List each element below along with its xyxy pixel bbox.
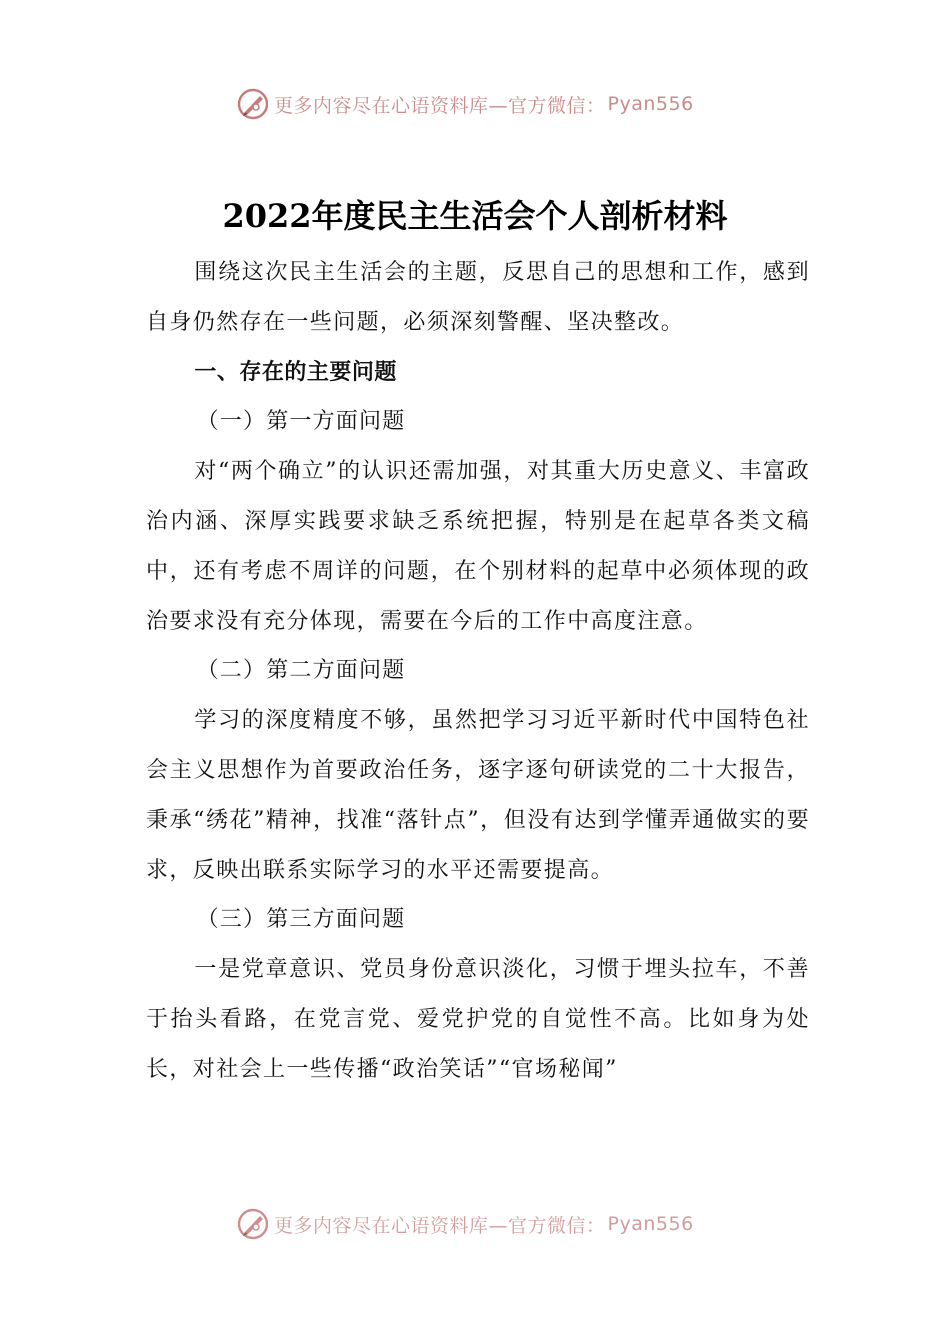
watermark-header [236, 86, 694, 122]
subsection-heading-1: （一）第一方面问题 [196, 409, 406, 435]
document-title: 2022年度民主生活会个人剖析材料 [222, 197, 728, 235]
document-body [146, 248, 810, 1095]
watermark-footer [236, 1206, 694, 1242]
subsection-paragraph-1: 对“两个确立”的认识还需加强，对其重大历史意义、丰富政治内涵、深厚实践要求缺乏系统把握，特别是在起草各类文稿中，还有考虑不周详的问题，在个别材料的起草中必须体现的政治要求没有充分体现，需要在今后的工作中高度注意。 [146, 459, 810, 634]
subsection-paragraph-3: 一是党章意识、党员身份意识淡化，习惯于埋头拉车，不善于抬头看路，在党言党、爱党护党的自觉性不高。比如身为处长，对社会上一些传播“政治笑话”“官场秘闻” [146, 957, 810, 1082]
subsection-paragraph-2: 学习的深度精度不够，虽然把学习习近平新时代中国特色社会主义思想作为首要政治任务，逐字逐句研读党的二十大报告，秉承“绣花”精神，找准“落针点”，但没有达到学懂弄通做实的要求，反映出联系实际学习的水平还需要提高。 [146, 708, 810, 883]
watermark-text: 更多内容尽在心语资料库—官方微信： [274, 94, 606, 117]
subsection-heading-3: （三）第三方面问题 [196, 907, 406, 933]
watermark-wechat-id: Pyan556 [607, 93, 694, 115]
watermark-wechat-id: Pyan556 [607, 1213, 694, 1235]
watermark-text: 更多内容尽在心语资料库—官方微信： [274, 1214, 606, 1237]
pen-logo-icon [236, 1207, 270, 1241]
subsection-heading-2: （二）第二方面问题 [196, 658, 406, 684]
intro-paragraph: 围绕这次民主生活会的主题，反思自己的思想和工作，感到自身仍然存在一些问题，必须深刻警醒、坚决整改。 [146, 260, 810, 335]
pen-logo-icon [236, 87, 270, 121]
section-heading-1: 一、存在的主要问题 [194, 359, 397, 385]
